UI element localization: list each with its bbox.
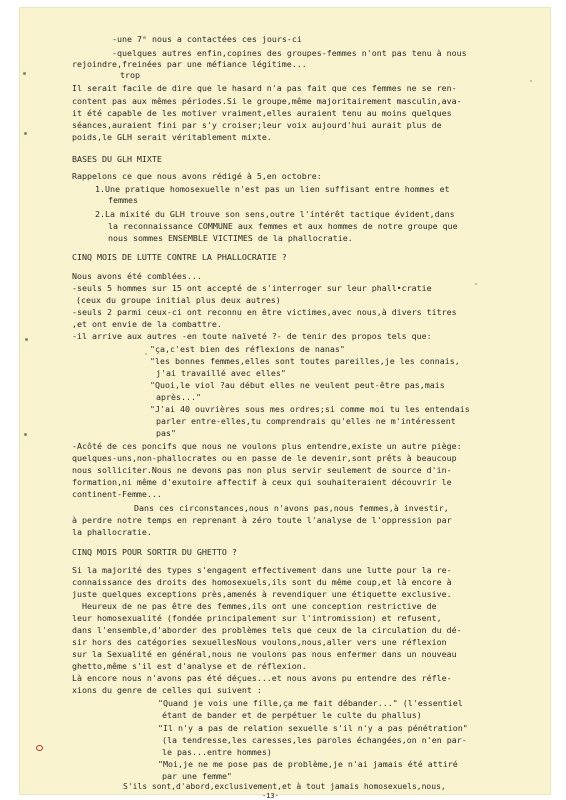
text-line: Là encore nous n'avons pas été déçues...et nous avons pu entendre des réfle- bbox=[72, 673, 452, 683]
punch-mark bbox=[25, 338, 28, 341]
text-line: nous sommes ENSEMBLE VICTIMES de la phallocratie. bbox=[108, 233, 353, 243]
text-line: la phallocratie. bbox=[72, 527, 152, 537]
text-line: -une 7ᵉ nous a contactées ces jours-ci bbox=[112, 34, 302, 44]
text-line: (ceux du groupe initial plus deux autres) bbox=[76, 295, 281, 305]
text-line: S'ils sont,d'abord,exclusivement,et à tout jamais homosexuels,nous, bbox=[123, 782, 446, 791]
section-heading: BASES DU GLH MIXTE bbox=[72, 154, 162, 164]
punch-mark bbox=[24, 132, 27, 135]
quote-line: par une femme" bbox=[162, 771, 232, 781]
text-line: sir hors des catégories sexuellesNous voulons,nous,aller vers une réflexion bbox=[72, 637, 447, 647]
speck bbox=[145, 353, 147, 355]
text-line: quelques-uns,non-phallocrates ou en passe de le devenir,sont prêts à beaucoup bbox=[72, 453, 457, 463]
text-line: connaissance des droits des homosexuels,ils sont du même coup,et là encore à bbox=[72, 577, 452, 587]
punch-mark bbox=[23, 72, 26, 75]
text-line: formation,ni même d'exutoire affectif à ceux qui souhaiteraient découvrir le bbox=[72, 477, 452, 487]
quote-line: "J'ai 40 ouvrières sous mes ordres;si comme moi tu les entendais bbox=[150, 404, 470, 414]
quote-line: "Quoi,le viol ?au début elles ne veulent peut-être pas,mais bbox=[150, 380, 445, 390]
page-number: -13- bbox=[262, 792, 279, 800]
text-line: la reconnaissance COMMUNE aux femmes et aux hommes de notre groupe que bbox=[108, 221, 458, 231]
text-line: Dans ces circonstances,nous n'avons pas,nous femmes,à investir, bbox=[134, 503, 449, 513]
text-line: ,et ont envie de la combattre. bbox=[72, 319, 222, 329]
text-line: femmes bbox=[108, 195, 138, 205]
text-line: à perdre notre temps en reprenant à zéro toute l'analyse de l'oppression par bbox=[72, 515, 452, 525]
quote-line: "Il n'y a pas de relation sexuelle s'il n'y a pas pénétration" bbox=[158, 723, 468, 733]
text-line: content pas aux mêmes périodes.Si le groupe,même majoritairement masculin,ava- bbox=[72, 96, 462, 106]
quote-line: "Quand je vois une fille,ça me fait débander..." (l'essentiel bbox=[158, 698, 463, 708]
quote-line: "les bonnes femmes,elles sont toutes pareilles,je les connais, bbox=[150, 356, 460, 366]
ink-mark bbox=[36, 745, 43, 751]
punch-mark bbox=[24, 433, 27, 436]
quote-line: étant de bander et de perpétuer le culte du phallus) bbox=[162, 710, 422, 720]
quote-line: pas" bbox=[156, 428, 176, 438]
text-line: juste quelques exceptions près,amenés à revendiquer une étiquette exclusive. bbox=[72, 589, 452, 599]
section-heading: CINQ MOIS DE LUTTE CONTRE LA PHALLOCRATIE ? bbox=[72, 252, 287, 262]
text-line: -seuls 5 hommes sur 15 ont accepté de s'interroger sur leur phall•cratie bbox=[72, 283, 432, 293]
text-line: Si la majorité des types s'engagent effectivement dans une lutte pour la re- bbox=[72, 565, 452, 575]
text-line: 1.Une pratique homosexuelle n'est pas un lien suffisant entre hommes et bbox=[95, 184, 450, 194]
text-line: Rappelons ce que nous avons rédigé à 5,en octobre: bbox=[72, 171, 322, 181]
text-line: xions du genre de celles qui suivent : bbox=[72, 685, 262, 695]
text-line: -seuls 2 parmi ceux-ci ont reconnu en être victimes,avec nous,à divers titres bbox=[72, 307, 457, 317]
text-line: -Acôté de ces poncifs que nous ne voulons plus entendre,existe un autre piège: bbox=[72, 441, 462, 451]
text-line: 2.La mixité du GLH trouve son sens,outre l'intérêt tactique évident,dans bbox=[95, 209, 455, 219]
text-line: rejoindre,freinées par une méfiance légitime... bbox=[72, 59, 307, 69]
quote-line: après..." bbox=[156, 392, 201, 402]
text-line: trop bbox=[120, 70, 140, 80]
text-line: sur la Sexualité en général,nous ne voulons pas nous enfermer dans un nouveau bbox=[72, 649, 457, 659]
text-line: poids,le GLH serait véritablement mixte. bbox=[72, 132, 272, 142]
text-line: nous solliciter.Nous ne devons pas non plus servir seulement de source d'in- bbox=[72, 465, 452, 475]
quote-line: "Moi,je ne me pose pas de problème,je n'ai jamais été attiré bbox=[158, 759, 458, 769]
quote-line: j'ai travaillé avec elles" bbox=[156, 368, 286, 378]
section-heading: CINQ MOIS POUR SORTIR DU GHETTO ? bbox=[72, 547, 237, 557]
quote-line: "ça,c'est bien des réflexions de nanas" bbox=[150, 344, 345, 354]
quote-line: (la tendresse,les caresses,les paroles échangées,on n'en par- bbox=[162, 735, 467, 745]
speck bbox=[475, 283, 477, 285]
text-line: it été capable de les motiver vraiment,elles auraient tenu au moins quelques bbox=[72, 108, 452, 118]
text-line: continent-Femme... bbox=[72, 489, 162, 499]
quote-line: le pas...entre hommes) bbox=[162, 747, 272, 757]
text-line: Heureux de ne pas être des femmes,ils ont une conception restrictive de bbox=[82, 601, 437, 611]
text-line: Nous avons été comblées... bbox=[72, 271, 202, 281]
text-line: ghetto,même s'il est d'analyse et de réflexion. bbox=[72, 661, 307, 671]
text-line: -il arrive aux autres -en toute naïveté ?- de tenir des propos tels que: bbox=[72, 331, 432, 341]
quote-line: parler entre-elles,tu comprendrais qu'elles ne m'intéressent bbox=[156, 416, 456, 426]
text-line: séances,auraient fini par s'y croiser;leur voix aujourd'hui aurait plus de bbox=[72, 120, 442, 130]
text-line: -quelques autres enfin,copines des groupes-femmes n'ont pas tenu à nous bbox=[112, 48, 467, 58]
text-line: Il serait facile de dire que le hasard n'a pas fait que ces femmes ne se ren- bbox=[72, 83, 457, 93]
text-line: dans l'ensemble,d'aborder des problèmes tels que ceux de la circulation du dé- bbox=[72, 625, 462, 635]
text-line: leur homosexualité (fondée principalement sur l'intromission) et refusent, bbox=[72, 613, 442, 623]
speck bbox=[530, 80, 532, 82]
